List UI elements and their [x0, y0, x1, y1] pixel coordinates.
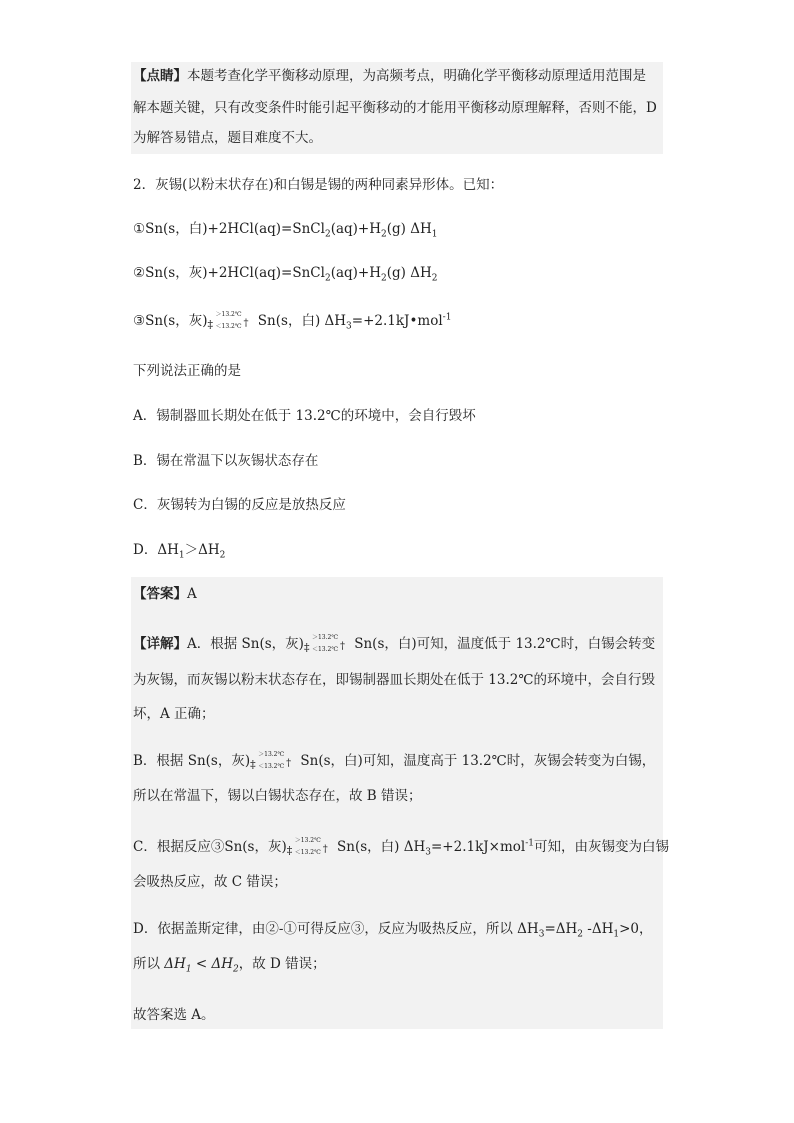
question-stem: 2．灰锡(以粉末状存在)和白锡是锡的两种同素异形体。已知：: [133, 177, 504, 193]
option-a: A．锡制器皿长期处在低于 13.2℃的环境中，会自行毁坏: [133, 408, 476, 424]
detail-c-line-2: 会吸热反应，故 C 错误；: [133, 874, 287, 890]
option-c: C．灰锡转为白锡的反应是放热反应: [133, 497, 346, 513]
equation-2: ②Sn(s，灰)$+2HCl(aq)=SnCl_2(aq)+H_2(g)$ $\Delta H_2$: [133, 265, 438, 284]
note-text-1: 本题考查化学平衡移动原理，为高频考点，明确化学平衡移动原理适用范围是: [187, 68, 646, 84]
detail-a-line-3: 坏，A 正确；: [133, 706, 215, 722]
option-b: B．锡在常温下以灰锡状态存在: [133, 453, 319, 469]
detail-b-line-1: B．根据 Sn(s，灰) ‡ ＞13.2℃ ＜13.2℃ † Sn(s，白)可知，温度高于 13.2℃时，灰锡会转变为白锡，: [133, 750, 656, 771]
detail-a-line-1: 【详解】A．根据 Sn(s，灰) ‡ ＞13.2℃ ＜13.2℃ † Sn(s，白)可知，温度低于 13.2℃时，白锡会转变: [133, 633, 656, 654]
note-line-3: 为解答易错点，题目难度不大。: [133, 130, 322, 146]
equilibrium-arrow-icon: ‡ ＞13.2℃ ＜13.2℃ †: [207, 310, 249, 331]
detail-d-line-1: D．依据盖斯定律，由②-①可得反应③，反应为吸热反应，所以 $\Delta H_3=\Delta H_2$ $-\Delta H_1>0$，: [133, 921, 653, 940]
equilibrium-arrow-icon: ‡ ＞13.2℃ ＜13.2℃ †: [286, 836, 328, 857]
option-d: D．$\Delta H_1>\Delta H_2$: [133, 542, 226, 561]
conclusion: 故答案选 A。: [133, 1007, 215, 1023]
note-line-1: [133, 66, 646, 86]
detail-b-line-2: 所以在常温下，锡以白锡状态存在，故 B 错误；: [133, 788, 422, 804]
equilibrium-arrow-icon: ‡ ＞13.2℃ ＜13.2℃ †: [303, 633, 345, 654]
equation-1: ①Sn(s，白)$+2HCl(aq)=SnCl_2(aq)+H_2(g)$ $\Delta H_1$: [133, 221, 438, 240]
equilibrium-arrow-icon: ‡ ＞13.2℃ ＜13.2℃ †: [250, 750, 292, 771]
note-line-2: 解本题关键，只有改变条件时能引起平衡移动的才能用平衡移动原理解释，否则不能，D: [133, 100, 657, 116]
note-tag: 【点睛】: [133, 68, 187, 84]
detail-a-line-2: 为灰锡，而灰锡以粉末状态存在，即锡制器皿长期处在低于 13.2℃的环境中，会自行毁: [133, 672, 655, 688]
detail-d-line-2: 所以 $\Delta H_1 < \Delta H_2$，故 D 错误；: [133, 956, 326, 975]
detail-c-line-1: C．根据反应③Sn(s，灰) ‡ ＞13.2℃ ＜13.2℃ † Sn(s，白) $\Delta H_3=+2.1kJ\times mol^{-1}$可知，由灰锡变为白锡: [133, 836, 670, 858]
question-prompt: 下列说法正确的是: [133, 363, 241, 379]
answer-line: 【答案】A: [133, 586, 197, 602]
equation-3: ③Sn(s，灰) ‡ ＞13.2℃ ＜13.2℃ † Sn(s，白) $\Delta H_3=+2.1kJ•mol^{-1}$: [133, 310, 452, 332]
